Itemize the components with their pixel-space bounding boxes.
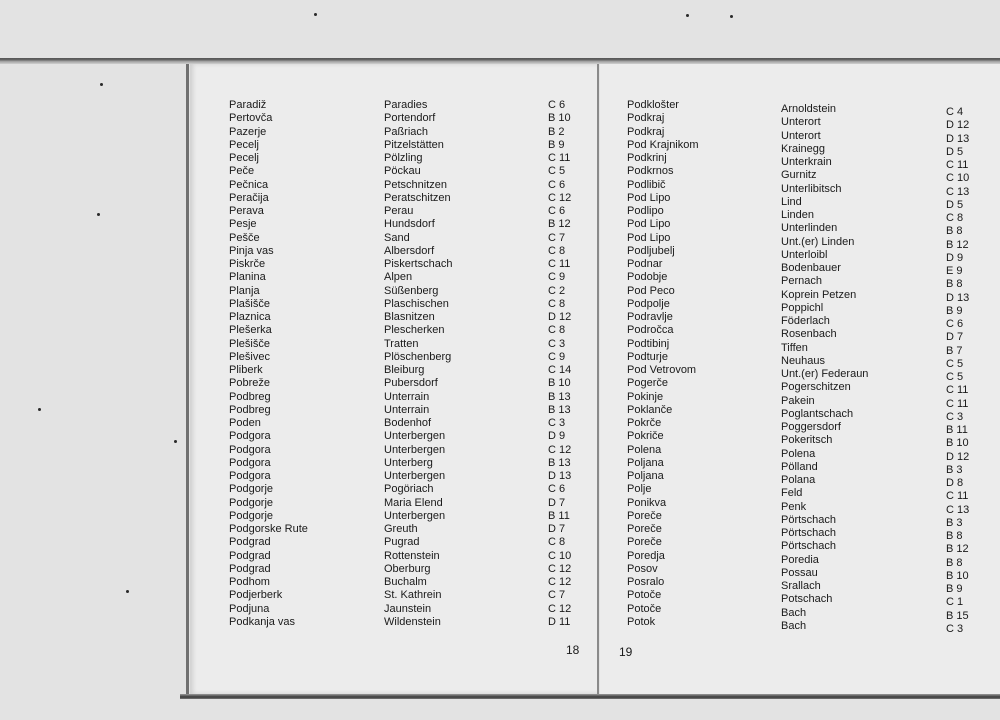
scan-speck xyxy=(38,408,41,411)
entry-german: Tratten xyxy=(384,337,419,350)
entry-grid: C 8 xyxy=(548,536,566,549)
entry-german: Bodenhof xyxy=(384,417,432,429)
entry-grid: C 11 xyxy=(946,384,969,397)
entry-german: Peratschitzen xyxy=(384,191,451,204)
entry-grid: B 13 xyxy=(548,456,571,469)
entry-grid: C 11 xyxy=(548,258,571,270)
entry-grid: C 9 xyxy=(548,271,566,284)
entry-german: Pubersdorf xyxy=(384,377,438,390)
entry-place: Pod Lipo xyxy=(627,218,671,231)
entry-grid: D 13 xyxy=(548,470,572,482)
scan-speck xyxy=(730,15,733,18)
entry-place: Potok xyxy=(627,615,656,628)
entry-grid: C 12 xyxy=(548,191,572,204)
entry-german: Piskertschach xyxy=(384,258,453,270)
entry-place: Plešišče xyxy=(229,337,270,350)
entry-german: Pöckau xyxy=(384,165,421,178)
entry-place: Podlibič xyxy=(627,178,666,191)
entry-german: Unterlinden xyxy=(781,222,838,235)
entry-grid: C 12 xyxy=(548,576,572,588)
entry-place: Potoče xyxy=(627,589,662,602)
entry-grid: B 13 xyxy=(548,403,571,416)
entry-grid: B 8 xyxy=(946,556,963,569)
entry-place: Podturje xyxy=(627,350,668,363)
entry-place: Podkraj xyxy=(627,112,665,125)
entry-grid: C 6 xyxy=(548,205,566,217)
entry-grid: C 11 xyxy=(946,397,969,410)
right-grid-column xyxy=(946,106,969,636)
entry-german: Pölland xyxy=(781,460,818,473)
entry-german: Poppichl xyxy=(781,301,824,314)
entry-grid: C 5 xyxy=(946,357,964,370)
entry-place: Posov xyxy=(627,562,658,575)
entry-german: Poggersdorf xyxy=(781,421,841,433)
entry-place: Pertovča xyxy=(229,112,273,125)
entry-german: Maria Elend xyxy=(384,496,443,509)
entry-place: Plaznica xyxy=(229,311,271,323)
entry-german: Lind xyxy=(781,195,802,208)
entry-german: St. Kathrein xyxy=(384,589,442,602)
entry-place: Podgorske Rute xyxy=(229,523,308,535)
entry-german: Possau xyxy=(781,566,818,579)
entry-german: Perau xyxy=(384,205,414,217)
entry-grid: C 10 xyxy=(946,172,970,185)
entry-place: Polje xyxy=(627,483,652,496)
entry-place: Plešivec xyxy=(229,350,270,363)
entry-grid: C 9 xyxy=(548,350,566,363)
entry-german: Pogerschitzen xyxy=(781,381,851,394)
entry-place: Pod Krajnikom xyxy=(627,138,699,151)
entry-place: Pokrče xyxy=(627,417,662,429)
entry-place: Pobreže xyxy=(229,377,270,390)
page-gutter xyxy=(597,64,599,694)
entry-place: Piskrče xyxy=(229,258,266,270)
entry-place: Podgorje xyxy=(229,496,274,509)
entry-german: Unterkrain xyxy=(781,156,832,168)
entry-german: Gurnitz xyxy=(781,169,817,182)
entry-place: Pod Peco xyxy=(627,284,675,297)
scan-speck xyxy=(314,13,317,16)
entry-german: Unterort xyxy=(781,116,821,129)
entry-place: Podkrnos xyxy=(627,165,674,178)
entry-german: Buchalm xyxy=(384,576,427,588)
entry-place: Pazerje xyxy=(229,125,267,138)
entry-place: Planina xyxy=(229,271,266,284)
entry-grid: D 12 xyxy=(946,119,970,132)
entry-german: Neuhaus xyxy=(781,354,826,367)
entry-place: Področca xyxy=(627,324,674,337)
entry-place: Podgorje xyxy=(229,509,274,522)
entry-place: Podlipo xyxy=(627,205,664,217)
entry-grid: C 13 xyxy=(946,185,970,198)
entry-german: Unterbergen xyxy=(384,443,446,456)
entry-grid: C 1 xyxy=(946,596,964,609)
entry-grid: C 7 xyxy=(548,589,566,602)
entry-german: Unterbergen xyxy=(384,509,446,522)
entry-grid: C 12 xyxy=(548,562,572,575)
entry-german: Unterbergen xyxy=(384,470,446,482)
entry-grid: C 8 xyxy=(548,324,566,337)
entry-place: Plešerka xyxy=(229,324,272,337)
entry-grid: B 9 xyxy=(946,583,963,595)
entry-german: Portendorf xyxy=(384,112,436,125)
entry-german: Plescherken xyxy=(384,324,445,337)
entry-place: Pokinje xyxy=(627,390,664,403)
entry-german: Oberburg xyxy=(384,562,431,575)
entry-place: Podgorje xyxy=(229,483,274,496)
entry-grid: B 13 xyxy=(548,390,571,403)
entry-grid: B 10 xyxy=(946,437,969,450)
entry-place: Podgora xyxy=(229,470,271,482)
entry-place: Podbreg xyxy=(229,390,271,403)
entry-grid: B 11 xyxy=(946,424,968,436)
entry-grid: D 12 xyxy=(548,311,572,323)
scan-speck xyxy=(100,83,103,86)
entry-german: Pogöriach xyxy=(384,483,434,496)
entry-grid: B 3 xyxy=(946,463,963,476)
entry-grid: C 8 xyxy=(946,212,964,224)
entry-grid: B 12 xyxy=(548,218,571,231)
entry-german: Polana xyxy=(781,474,816,486)
entry-grid: D 7 xyxy=(548,523,566,535)
entry-place: Pod Lipo xyxy=(627,191,671,204)
entry-place: Podnar xyxy=(627,258,663,270)
entry-place: Podljubelj xyxy=(627,244,675,257)
scan-speck xyxy=(686,14,689,17)
entry-grid: B 9 xyxy=(946,304,963,317)
entry-grid: D 7 xyxy=(548,496,566,509)
entry-place: Pliberk xyxy=(229,364,263,376)
entry-grid: C 3 xyxy=(548,417,566,429)
entry-german: Linden xyxy=(781,209,815,221)
entry-place: Pinja vas xyxy=(229,244,274,257)
entry-place: Pod Vetrovom xyxy=(627,364,697,376)
entry-place: Podravlje xyxy=(627,311,673,323)
entry-grid: B 8 xyxy=(946,225,963,238)
bottom-border xyxy=(180,694,1000,699)
entry-german: Pokeritsch xyxy=(781,434,833,447)
entry-german: Alpen xyxy=(384,271,413,284)
entry-grid: D 9 xyxy=(548,430,566,443)
entry-german: Polena xyxy=(781,447,816,460)
entry-place: Peče xyxy=(229,165,255,178)
entry-german: Unterbergen xyxy=(384,430,446,443)
entry-german: Rosenbach xyxy=(781,328,837,341)
entry-grid: C 7 xyxy=(548,231,566,244)
entry-grid: B 3 xyxy=(946,516,963,529)
entry-place: Podgrad xyxy=(229,536,271,549)
entry-grid: C 12 xyxy=(548,602,572,615)
entry-grid: C 6 xyxy=(946,318,964,330)
entry-german: Koprein Petzen xyxy=(781,288,857,301)
left-grid-column xyxy=(548,99,571,629)
entry-german: Unterrain xyxy=(384,390,430,403)
entry-grid: B 9 xyxy=(548,138,565,151)
entry-german: Unt.(er) Federaun xyxy=(781,368,869,380)
scan-speck xyxy=(126,590,129,593)
entry-german: Blasnitzen xyxy=(384,311,435,323)
entry-grid: C 6 xyxy=(548,99,566,111)
entry-place: Poden xyxy=(229,417,261,429)
entry-german: Srallach xyxy=(781,580,821,592)
entry-grid: B 7 xyxy=(946,344,963,357)
entry-german: Unterberg xyxy=(384,456,433,469)
entry-place: Podkanja vas xyxy=(229,615,296,628)
entry-german: Paßriach xyxy=(384,125,429,138)
entry-place: Podobje xyxy=(627,271,668,284)
entry-grid: B 11 xyxy=(548,509,570,522)
entry-place: Podgrad xyxy=(229,562,271,575)
entry-place: Podtibinj xyxy=(627,337,670,350)
entry-german: Sand xyxy=(384,231,410,244)
entry-grid: E 9 xyxy=(946,265,963,277)
entry-german: Tiffen xyxy=(781,341,808,354)
entry-grid: C 5 xyxy=(548,165,566,178)
entry-german: Unterloibl xyxy=(781,248,828,261)
entry-german: Pörtschach xyxy=(781,527,837,539)
left-german-column xyxy=(384,99,452,629)
entry-german: Feld xyxy=(781,487,803,500)
entry-place: Potoče xyxy=(627,602,662,615)
entry-place: Posralo xyxy=(627,576,665,588)
entry-grid: B 12 xyxy=(946,543,969,556)
entry-grid: B 15 xyxy=(946,609,969,622)
entry-grid: D 5 xyxy=(946,145,964,158)
page-number-right: 19 xyxy=(619,645,633,659)
entry-grid: D 13 xyxy=(946,291,970,304)
entry-german: Poglantschach xyxy=(781,407,854,420)
entry-german: Jaunstein xyxy=(384,602,432,615)
entry-grid: C 3 xyxy=(946,622,964,635)
entry-german: Pitzelstätten xyxy=(384,138,444,151)
entry-german: Unterlibitsch xyxy=(781,182,842,195)
entry-place: Podgora xyxy=(229,456,271,469)
entry-german: Greuth xyxy=(384,523,418,535)
entry-german: Plaschischen xyxy=(384,297,449,310)
entry-grid: C 12 xyxy=(548,443,572,456)
entry-grid: C 10 xyxy=(548,549,572,562)
entry-grid: B 12 xyxy=(946,238,969,251)
entry-grid: C 8 xyxy=(548,297,566,310)
entry-german: Unterort xyxy=(781,129,821,142)
entry-place: Plašišče xyxy=(229,297,270,310)
entry-place: Podkrinj xyxy=(627,152,667,164)
entry-grid: D 8 xyxy=(946,477,964,489)
entry-place: Peračija xyxy=(229,191,269,204)
entry-place: Poljana xyxy=(627,456,664,469)
entry-grid: B 10 xyxy=(946,569,969,582)
entry-german: Plöschenberg xyxy=(384,350,452,363)
scan-speck xyxy=(97,213,100,216)
entry-place: Planja xyxy=(229,284,260,297)
entry-german: Pölzling xyxy=(384,152,423,164)
entry-grid: B 8 xyxy=(946,278,963,291)
entry-german: Pugrad xyxy=(384,536,420,549)
entry-grid: C 6 xyxy=(548,178,566,191)
entry-german: Pörtschach xyxy=(781,513,837,526)
entry-place: Podgora xyxy=(229,443,271,456)
entry-grid: C 6 xyxy=(548,483,566,496)
entry-place: Podjerberk xyxy=(229,589,283,602)
entry-place: Pod Lipo xyxy=(627,231,671,244)
entry-german: Wildenstein xyxy=(384,615,441,628)
page-number-left: 18 xyxy=(566,643,580,657)
entry-grid: B 10 xyxy=(548,377,571,390)
entry-place: Poredja xyxy=(627,549,665,562)
entry-german: Rottenstein xyxy=(384,549,440,562)
entry-grid: D 12 xyxy=(946,450,970,463)
entry-place: Polena xyxy=(627,443,662,456)
entry-german: Penk xyxy=(781,500,807,513)
entry-grid: D 13 xyxy=(946,132,970,145)
entry-place: Paradiž xyxy=(229,99,267,111)
entry-place: Podklošter xyxy=(627,99,679,111)
entry-place: Poreče xyxy=(627,536,662,549)
entry-grid: C 11 xyxy=(946,159,969,171)
entry-german: Unt.(er) Linden xyxy=(781,235,855,248)
entry-german: Pernach xyxy=(781,275,822,288)
entry-grid: C 8 xyxy=(548,244,566,257)
entry-grid: C 3 xyxy=(548,337,566,350)
entry-german: Föderlach xyxy=(781,315,830,327)
entry-german: Paradies xyxy=(384,99,428,111)
entry-place: Podgrad xyxy=(229,549,271,562)
entry-place: Pecelj xyxy=(229,152,259,164)
entry-place: Pokriče xyxy=(627,430,664,443)
entry-grid: B 8 xyxy=(946,530,963,542)
entry-grid: C 3 xyxy=(946,410,964,423)
entry-place: Poreče xyxy=(627,523,662,535)
entry-german: Bach xyxy=(781,606,807,619)
entry-grid: B 10 xyxy=(548,112,571,125)
entry-place: Perava xyxy=(229,205,264,217)
entry-german: Unterrain xyxy=(384,403,430,416)
entry-place: Podbreg xyxy=(229,403,271,416)
entry-grid: B 2 xyxy=(548,125,565,138)
entry-grid: C 11 xyxy=(548,152,571,164)
entry-german: Albersdorf xyxy=(384,244,435,257)
entry-grid: D 11 xyxy=(548,615,571,628)
entry-grid: D 5 xyxy=(946,198,964,211)
entry-grid: C 4 xyxy=(946,106,964,118)
entry-german: Bodenbauer xyxy=(781,262,841,274)
left-slovene-column xyxy=(229,99,308,629)
entry-grid: C 11 xyxy=(946,490,969,503)
entry-german: Bach xyxy=(781,619,807,632)
entry-german: Hundsdorf xyxy=(384,218,435,231)
entry-grid: D 9 xyxy=(946,251,964,264)
scan-speck xyxy=(174,440,177,443)
entry-place: Pečnica xyxy=(229,178,269,191)
entry-place: Poreče xyxy=(627,509,662,522)
page-edge xyxy=(186,64,189,694)
entry-german: Petschnitzen xyxy=(384,178,447,191)
entry-place: Ponikva xyxy=(627,496,667,509)
entry-place: Pogerče xyxy=(627,377,668,390)
entry-german: Süßenberg xyxy=(384,284,439,297)
entry-place: Poljana xyxy=(627,470,664,482)
entry-german: Pörtschach xyxy=(781,540,837,553)
entry-place: Poklanče xyxy=(627,403,673,416)
entry-place: Podpolje xyxy=(627,297,670,310)
entry-grid: D 7 xyxy=(946,331,964,344)
entry-german: Pakein xyxy=(781,394,815,407)
entry-place: Pecelj xyxy=(229,138,259,151)
right-german-column xyxy=(781,103,868,633)
entry-german: Potschach xyxy=(781,593,833,606)
right-slovene-column xyxy=(627,99,699,629)
entry-grid: C 13 xyxy=(946,503,970,516)
entry-german: Bleiburg xyxy=(384,364,425,376)
entry-grid: C 14 xyxy=(548,364,572,376)
entry-german: Krainegg xyxy=(781,142,826,155)
entry-german: Poredia xyxy=(781,553,819,566)
entry-place: Podhom xyxy=(229,576,270,588)
entry-grid: C 5 xyxy=(946,371,964,383)
entry-place: Podkraj xyxy=(627,125,665,138)
entry-grid: C 2 xyxy=(548,284,566,297)
entry-place: Podjuna xyxy=(229,602,270,615)
entry-place: Podgora xyxy=(229,430,271,443)
entry-place: Pesje xyxy=(229,218,257,231)
entry-place: Pešče xyxy=(229,231,260,244)
entry-german: Arnoldstein xyxy=(781,103,837,115)
